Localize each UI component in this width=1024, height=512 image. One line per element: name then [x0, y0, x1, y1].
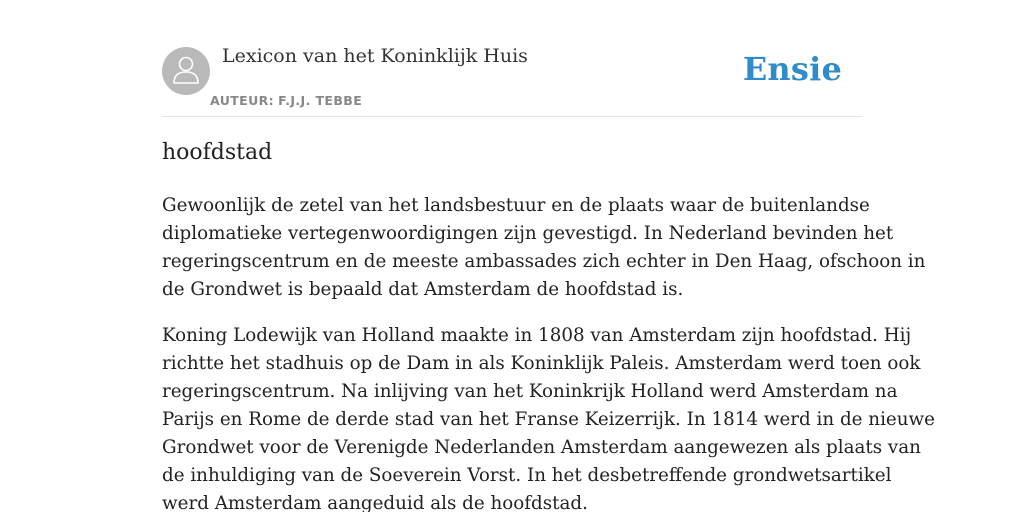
article-body: [162, 192, 935, 512]
author-line: [210, 93, 362, 108]
author-avatar[interactable]: [162, 47, 210, 95]
paragraph-line: de Grondwet is bepaald dat Amsterdam de hoofdstad is.: [162, 279, 684, 300]
author-name[interactable]: F.J.J. TEBBE: [278, 93, 363, 108]
paragraph-line: de inhuldiging van de Soeverein Vorst. In het desbetreffende grondwetsartikel: [162, 465, 892, 486]
author-label: AUTEUR:: [210, 93, 275, 108]
paragraph-line: diplomatieke vertegenwoordigingen zijn gevestigd. In Nederland bevinden het: [162, 223, 894, 244]
paragraph-line: regeringscentrum en de meeste ambassades zich echter in Den Haag, ofschoon in: [162, 251, 926, 272]
paragraph-line: richtte het stadhuis op de Dam in als Koninklijk Paleis. Amsterdam werd toen ook: [162, 353, 921, 374]
paragraph-line: Parijs en Rome de derde stad van het Franse Keizerrijk. In 1814 werd in de nieuwe: [162, 409, 935, 430]
ensie-logo[interactable]: Ensie: [742, 50, 842, 88]
paragraph-2: [162, 322, 935, 512]
term-title: hoofdstad: [162, 140, 273, 165]
source-title[interactable]: Lexicon van het Koninklijk Huis: [222, 45, 528, 67]
paragraph-line: regeringscentrum. Na inlijving van het Koninkrijk Holland werd Amsterdam na: [162, 381, 898, 402]
paragraph-line: Grondwet voor de Verenigde Nederlanden Amsterdam aangewezen als plaats van: [162, 437, 921, 458]
paragraph-line: Gewoonlijk de zetel van het landsbestuur en de plaats waar de buitenlandse: [162, 195, 870, 216]
paragraph-line: werd Amsterdam aangeduid als de hoofdstad.: [162, 493, 588, 512]
paragraph-1: [162, 192, 926, 304]
source-header: [162, 0, 862, 117]
paragraph-line: Koning Lodewijk van Holland maakte in 1808 van Amsterdam zijn hoofdstad. Hij: [162, 325, 912, 346]
user-icon: [171, 53, 201, 90]
